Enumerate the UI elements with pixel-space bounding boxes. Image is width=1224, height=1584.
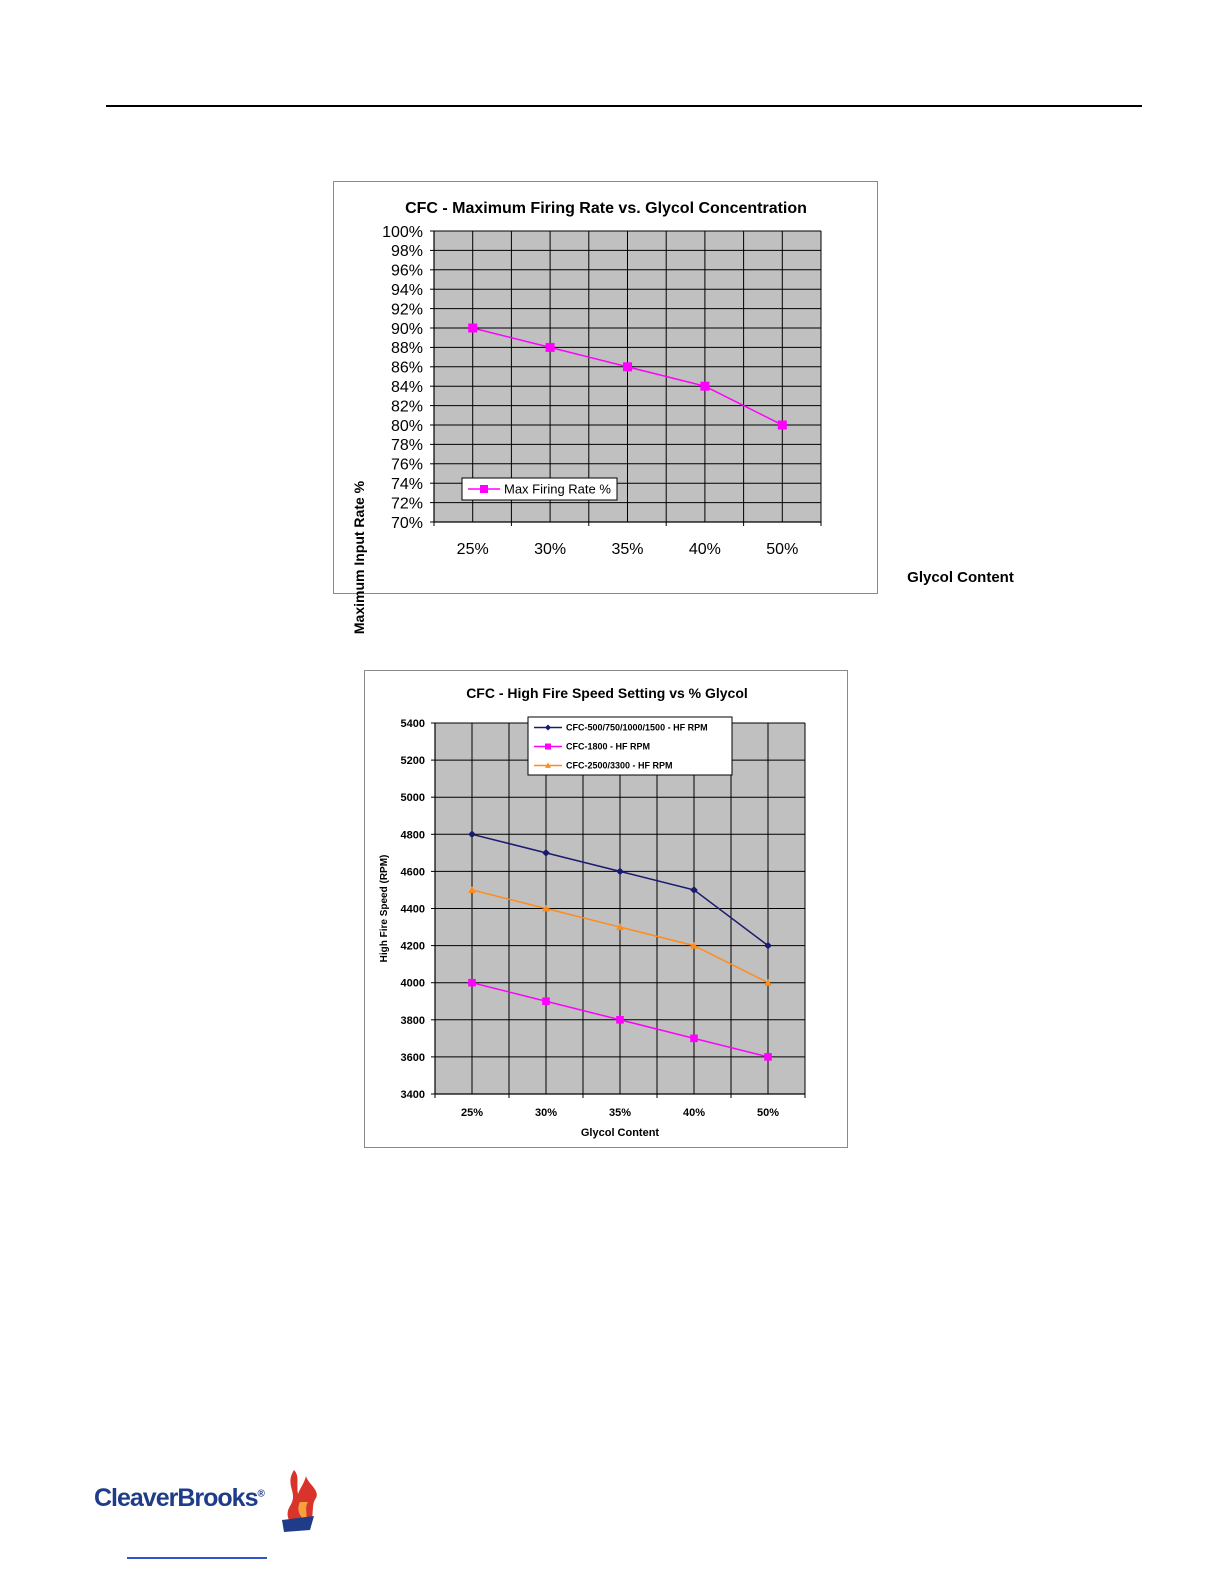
y-tick-label: 90%: [390, 320, 423, 338]
high-fire-speed-chart-svg: [365, 671, 849, 1149]
x-tick-label: 40%: [682, 1107, 706, 1119]
y-tick-label: 92%: [390, 301, 423, 319]
data-point: [764, 1053, 772, 1061]
x-tick-label: 25%: [456, 541, 489, 558]
data-point: [616, 1016, 624, 1024]
y-tick-label: 3800: [400, 1014, 425, 1027]
x-tick-label: 40%: [688, 541, 721, 558]
y-tick-label: 4800: [400, 829, 425, 842]
x-tick-label: 30%: [534, 541, 567, 558]
chart-title: CFC - Maximum Firing Rate vs. Glycol Concentration: [405, 200, 807, 217]
y-tick-label: 100%: [382, 223, 423, 241]
data-point: [468, 324, 477, 333]
chart-title: CFC - High Fire Speed Setting vs % Glycol: [466, 685, 748, 701]
y-tick-label: 4000: [400, 977, 425, 990]
x-tick-label: 35%: [611, 541, 644, 558]
y-tick-label: 78%: [390, 437, 423, 455]
data-point: [546, 343, 555, 352]
legend-label-1: CFC-500/750/1000/1500 - HF RPM: [566, 722, 708, 733]
legend-marker-2: [545, 744, 551, 750]
x-axis-label: Glycol Content: [580, 1127, 660, 1139]
y-tick-label: 88%: [390, 340, 423, 358]
data-point: [778, 421, 787, 430]
data-point: [623, 362, 632, 371]
y-tick-label: 84%: [390, 378, 423, 396]
y-tick-label: 80%: [390, 417, 423, 435]
y-tick-label: 76%: [390, 456, 423, 474]
y-tick-label: 4200: [400, 940, 425, 953]
legend-label-3: CFC-2500/3300 - HF RPM: [566, 760, 673, 771]
x-tick-label: 25%: [460, 1107, 484, 1119]
y-tick-label: 3400: [400, 1088, 425, 1101]
legend-label-1: Max Firing Rate %: [504, 481, 611, 497]
x-tick-label: 50%: [766, 541, 799, 558]
y-tick-label: 96%: [390, 262, 423, 280]
header-rule: [106, 105, 1142, 107]
legend-label-2: CFC-1800 - HF RPM: [566, 741, 651, 752]
y-tick-label: 3600: [400, 1051, 425, 1064]
y-tick-label: 5200: [400, 755, 425, 768]
y-tick-label: 72%: [390, 495, 423, 513]
x-axis-label: Glycol Content: [907, 569, 1014, 586]
y-tick-label: 4400: [400, 903, 425, 916]
data-point: [468, 979, 476, 987]
high-fire-speed-chart: [364, 670, 848, 1148]
y-axis-label: Maximum Input Rate %: [351, 480, 367, 635]
y-tick-label: 5000: [400, 792, 425, 805]
max-firing-rate-chart-svg: [334, 182, 1014, 635]
y-axis-label: High Fire Speed (RPM): [379, 854, 390, 963]
data-point: [690, 1035, 698, 1043]
y-tick-label: 98%: [390, 243, 423, 261]
y-tick-label: 82%: [390, 398, 423, 416]
y-tick-label: 94%: [390, 281, 423, 299]
y-tick-label: 86%: [390, 359, 423, 377]
chart1-plot-group: [382, 224, 821, 558]
legend-marker-1: [480, 485, 488, 493]
x-tick-label: 35%: [608, 1107, 632, 1119]
y-tick-label: 5400: [400, 717, 425, 730]
x-tick-label: 30%: [534, 1107, 558, 1119]
data-point: [700, 382, 709, 391]
max-firing-rate-chart: [333, 181, 1014, 635]
footer-link-underline[interactable]: [127, 1557, 267, 1559]
data-point: [542, 997, 550, 1005]
y-tick-label: 4600: [400, 866, 425, 879]
y-tick-label: 70%: [390, 514, 423, 532]
x-tick-label: 50%: [756, 1107, 780, 1119]
logo-wordmark: CleaverBrooks®: [94, 1484, 264, 1512]
y-tick-label: 74%: [390, 475, 423, 493]
cleaverbrooks-logo: [94, 1458, 324, 1538]
